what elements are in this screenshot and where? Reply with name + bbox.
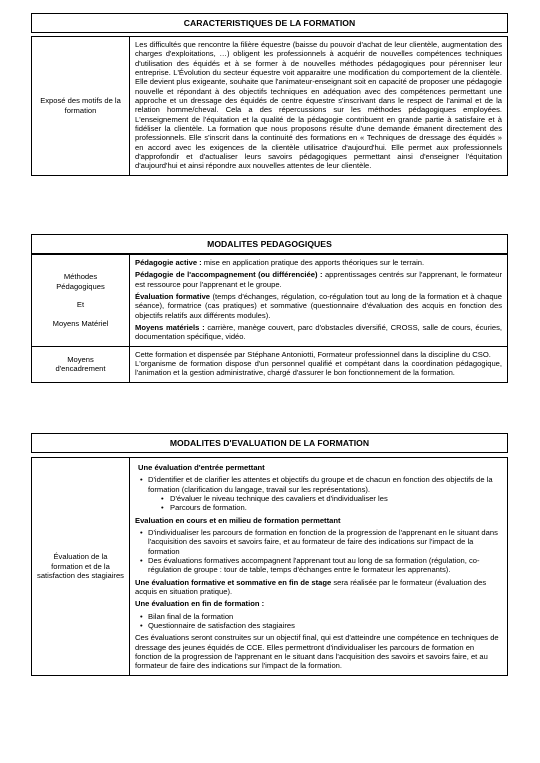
list-item: • Questionnaire de satisfaction des stagiaires [140,620,295,630]
item-pedagogie-active: Pédagogie active : mise en application pratique des apports théoriques sur le terrain. [135,258,425,267]
encadrement-formateur: Cette formation et dispensée par Stéphane Antoniotti, Formateur professionnel dans la discipline du CSO. [135,349,491,359]
bullet-icon: • [140,611,143,621]
item-evaluation-formative: Évaluation formative (temps d'échanges, régulation, co-régulation tout au long de la formation et à chaque séance), formatrice (cas pratiques) et sommative (questionnaire d'évaluation des acquis en fonction des objectifs relatifs aux différents modules). [135,291,502,320]
entree-list [135,475,502,512]
list-item: • D'évaluer le niveau technique des cavaliers et d'individualiser les [161,493,388,503]
row-label-encadrement: Moyens d'encadrement [32,346,130,382]
row-content-encadrement [130,346,507,382]
cours-list [135,528,502,575]
row-label-methodes: Méthodes Pédagogiques Et Moyens Matériel [32,255,130,346]
modalites-pedagogiques-table [31,254,508,383]
section-title-caracteristiques: CARACTERISTIQUES DE LA FORMATION [31,13,508,33]
bullet-icon: • [140,555,143,565]
list-item: • D'identifier et de clarifier les attentes et objectifs du groupe et de chacun en fonction des objectifs de la formation (clarification du langage, travail sur les représentations). [140,475,493,494]
list-item: • Bilan final de la formation [140,611,234,621]
fin-formation-list [135,612,502,631]
row-label-evaluation: Évaluation de la formation et de la satisfaction des stagiaires [32,458,130,675]
cours-heading: Evaluation en cours et en milieu de formation permettant [135,515,341,525]
item-moyens-materiels: Moyens matériels : carrière, manège couvert, parc d'obstacles diversifié, CROSS, salle de cours, écuries, documentation spécifique, vidéo. [135,322,503,342]
row-content-methodes [130,255,507,346]
list-item: • Parcours de formation. [161,503,247,513]
conclusion-text: Ces évaluations seront construites sur un objectif final, qui est d'atteindre une compétence en techniques de dressage des jeunes équidés de CCE. Elles permettront d'individualiser les parcours de formation en fonction de la progression de l'apprenant en le situant dans l'acquisition des savoirs et savoirs faire, et au formateur de faire des indications sur l'impact de la formation. [135,633,499,671]
bullet-icon: • [140,620,143,630]
row-content-evaluation [130,458,507,675]
caracteristiques-table [31,36,508,176]
row-label-motifs: Exposé des motifs de la formation [32,37,130,175]
encadrement-organisme: L'organisme de formation dispose d'un personnel qualifié et compétant dans la coordination pédagogique, l'animation et la gestion administrative, chargé d'assurer le bon fonctionnement de la formation. [135,358,502,378]
motifs-text: Les difficultés que rencontre la filière équestre (baisse du pouvoir d'achat de leur clientèle, augmentation des charges d'exploitations, …) obligent les professionnels à acquérir de nouvelles compétences techniques d'utilisation des équidés et à se former à de nouvelles méthodes pédagogiques pour pérenniser leur entreprise. L'Évolution du secteur équestre voit apparaitre une modification du comportement de la clientèle. Elle devient plus exigeante, souhaite que l'animateur-enseignant soit en capacité de proposer une pédagogie nouvelle et répondant à des objectifs techniques en adéquation avec des compétences permettant une approche et un dressage des équidés de centre équestre s'inscrivant dans le respect de l'animal et de la relation homme/cheval. Cela a des répercussions sur les méthodes pédagogiques employées. L'enseignement de l'équitation et la qualité de la pédagogie contribuent en grande partie à satisfaire et à fidéliser la clientèle. La formation que nous proposons résulte d'une demande émanent directement des professionnels. Elle s'inscrit dans la continuité des formations en « Techniques de dressage des équidés » en accord avec les exigences de la clientèle utilisatrice d'aujourd'hui. Elle permet aux professionnels d'approfondir et d'actualiser leurs savoirs pédagogiques permettant ainsi d'enseigner l'équitation d'aujourd'hui et ainsi répondre aux nouvelles attentes de leur clientèle. [135,40,502,171]
section-title-modalites-pedagogiques: MODALITES PEDAGOGIQUES [31,234,508,254]
entree-heading: Une évaluation d'entrée permettant [138,463,265,472]
bullet-icon: • [161,493,164,503]
bullet-icon: • [140,527,143,537]
list-item: • Des évaluations formatives accompagnent l'apprenant tout au long de sa formation (régulation, co-régulation de groupe : tour de table, temps d'échanges entre le formateur les apprenants). [140,555,480,575]
bullet-icon: • [140,475,143,485]
bullet-icon: • [161,503,164,513]
row-content-motifs [130,37,507,175]
list-item: • D'individualiser les parcours de formation en fonction de la progression de l'apprenant en le situant dans l'acquisition des savoirs et savoirs faire, et au formateur de faire des indications sur l'impact de la formation [140,527,498,556]
section-title-modalites-evaluation: MODALITES D'EVALUATION DE LA FORMATION [31,433,508,453]
item-pedagogie-accompagnement: Pédagogie de l'accompagnement (ou différenciée) : apprentissages centrés sur l'apprenant, le formateur est ressource pour l'apprenant et le groupe. [135,270,503,289]
modalites-evaluation-table [31,457,508,676]
fin-stage-text: Une évaluation formative et sommative en fin de stage sera réalisée par le formateur (évaluation des acquis en situation pratique). [135,577,487,596]
fin-formation-heading: Une évaluation en fin de formation : [135,599,265,609]
